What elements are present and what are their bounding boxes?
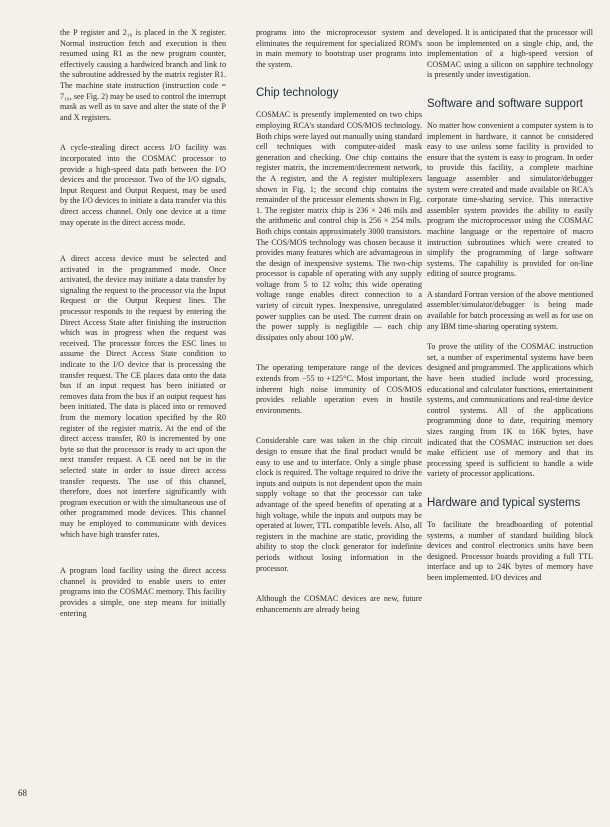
section-heading: Hardware and typical systems [427,496,581,509]
paragraph: COSMAC is presently implemented on two chips employing RCA's standard COS/MOS technology. Both chips were layed out manually using standard cell techniques with computer-aided mask generation and checking. One chip contains the register matrix, the increment/decrement network, the A register, and the A register multiplexers shown in Fig. 1; the second chip contains the remainder of the processor elements shown in Fig. 1. The register matrix chip is 236 × 246 mils and the arithmetic and control chip is 256 × 254 mils. Both chips contain approximately 3000 transistors. The COS/MOS technology was chosen because it provides many features which are advantageous in the design of inexpensive systems. The two-chip processor is capable of operating with any supply voltage from 5 to 12 volts; this wide operating voltage range enables direct connection to a variety of circuit types. Inexpensive, unregulated power supplies can be used. The current drain on the power supply is negligible — each chip dissipates only about 100 μW. [256,110,422,342]
paragraph: To prove the utility of the COSMAC instruction set, a number of experimental systems have been designed and programmed. The applications which have been studied include word processing, educational and calculator functions, entertainment systems, and communications and real-time device control systems. All of the applications programming done to date, requiring memory sizes ranging from 1K to 16K bytes, have indicated that the COSMAC instruction set does make efficient use of memory and that its processing speed is sufficient to handle a wide variety of processor applications. [427,342,593,479]
text-column-left [60,28,226,619]
section-heading: Software and software support [427,97,583,110]
paragraph: A cycle-stealing direct access I/O facility was incorporated into the COSMAC processor to provide a high-speed data path between the I/O devices and the processor. Two of the I/O signals, Input Request and Output Request, may be used by the I/O devices to initiate a data transfer via this direct access channel. Only one device at a time may operate in the direct access mode. [60,143,226,227]
paragraph: Although the COSMAC devices are new, future enhancements are already being [256,594,422,614]
text-column-middle [256,28,422,615]
text-column-right [427,28,593,584]
paragraph: The operating temperature range of the devices extends from −55 to +125°C. Most important, the inherent high noise immunity of COS/MOS provides reliable operation even in hostile environments. [256,363,422,415]
paragraph: developed. It is anticipated that the processor will soon be implemented on a single chip, and, the implementation of a high-speed version of COSMAC using a silicon on sapphire technology is presently under investigation. [427,28,593,80]
section-heading: Chip technology [256,87,339,100]
paragraph: To facilitate the breadboarding of potential systems, a number of standard building block devices and control electronics units have been designed. Processor boards providing a full TTL interface and up to 24K bytes of memory have been implemented. I/O devices and [427,519,593,582]
paragraph: A direct access device must be selected and activated in the programmed mode. Once activated, the device may initiate a data transfer by signaling the request to the processor via the Input Request or the Output Request lines. The processor responds to the request by entering the Direct Access State after finishing the instruction which was in progress when the request was received. The processor forces the ESC lines to assume the Direct Access State condition to indicate to the I/O device that is processing the transfer request. The CE places data onto the data bus if an input request has been initiated or removes data from the bus if an output request has been initiated. The data is placed into or removed from the memory location specified by the R0 register of the register matrix. At the end of the direct access transfer, R0 is incremented by one byte so that the processor is ready to act upon the next transfer request. A CE need not be in the selected state in order to issue direct access transfer requests. The use of this channel, therefore, does not interfere significantly with program execution or with the simultaneous use of other programmed mode devices. This channel may be employed to communicate with devices which have high transfer rates. [60,254,226,539]
paragraph: A program load facility using the direct access channel is provided to enable users to enter programs into the COSMAC memory. This facility provides a simple, one step means for initially entering [60,566,226,618]
paragraph: No matter how convenient a computer system is to implement in hardware, it cannot be considered easy to use unless some facility is provided to ensure that the system is easy to program. In order to provide this facility, a complete machine language assembler and simulator/debugger system were created and made available on RCA's corporate time-sharing service. This interactive assembler system provides the ability to easily program the microprocessor using the COSMAC machine language or the repertoire of macro instruction subroutines which were created to simplify the programming of large software systems. The capability is provided for on-line editing of source programs. [427,120,593,279]
paragraph: programs into the microprocessor system and eliminates the requirement for specialized ROM's in main memory to bootstrap user programs into the system. [256,28,422,69]
paragraph: A standard Fortran version of the above mentioned assembler/simulator/debugger is being made available for batch processing as well as for use on any IBM time-sharing operating system. [427,289,593,331]
page-number: 68 [18,788,27,798]
paragraph: Considerable care was taken in the chip circuit design to ensure that the final product would be easy to use and to interface. Only a single phase clock is required. The voltage required to drive the inputs and outputs is not dependent upon the main supply voltage so that the processor can take advantage of the speed benefits of operating at a high voltage, while the inputs and outputs may be operated at lower, TTL compatible levels. Also, all registers in the machine are static, providing the ability to stop the clock generator for indefinite periods without losing information in the processor. [256,436,422,573]
paragraph: the P register and 2₁₆ is placed in the X register. Normal instruction fetch and execution is then resumed using R1 as the new program counter, effectively causing a hardwired branch and link to the subroutine addressed by the matrix register R1. The machine state instruction (instruction code = 7₁₆, see Fig. 2) may be used to control the interrupt mask as well as to save and alter the state of the P and X registers. [60,28,226,122]
